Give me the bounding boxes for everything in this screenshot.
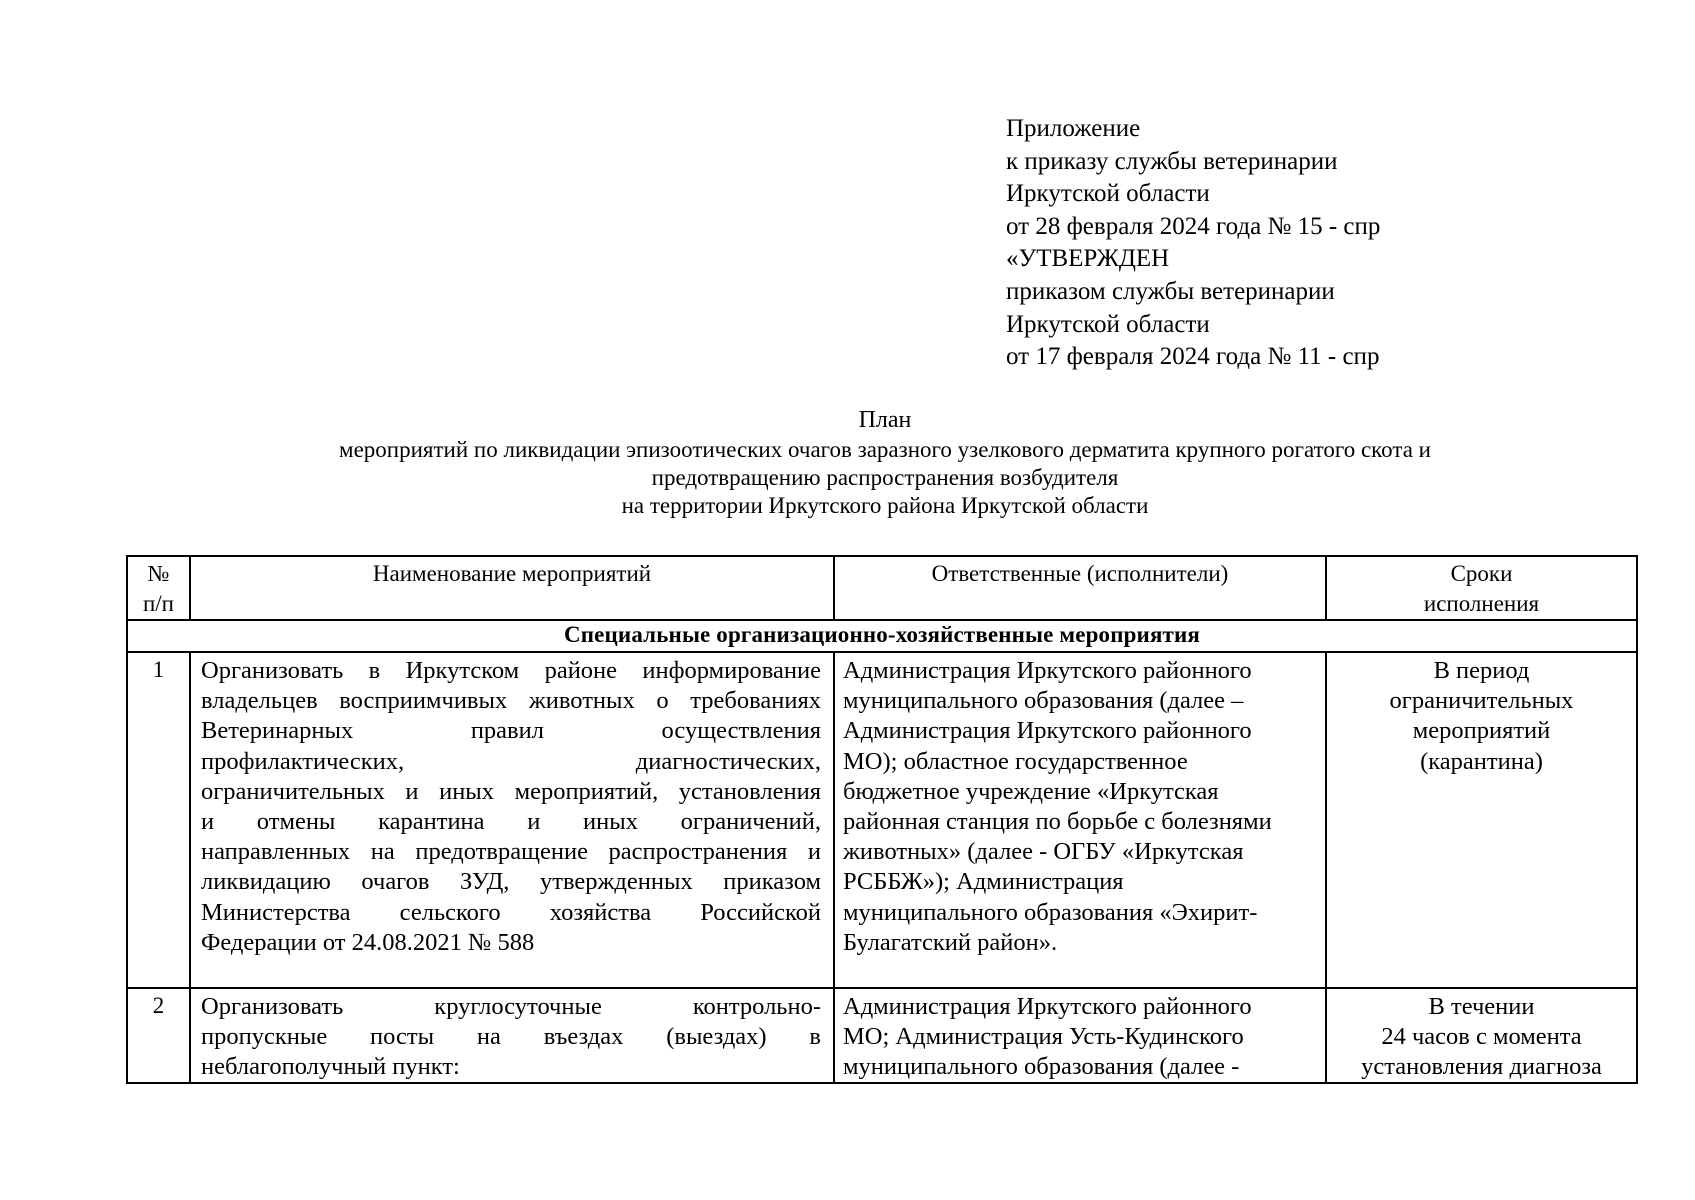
row-name-line: Организовать в Иркутском районе информирование xyxy=(201,657,821,684)
row-responsible-line: районная станция по борьбе с болезнями xyxy=(843,808,1272,836)
row-name-line: и отмены карантина и иных ограничений, xyxy=(201,808,821,836)
row-responsible-line: РСББЖ»); Администрация xyxy=(843,868,1124,896)
row-responsible-line: муниципального образования (далее – xyxy=(843,687,1244,715)
appendix-line: «УТВЕРЖДЕН xyxy=(1006,245,1170,273)
row-name-line: неблагополучный пункт: xyxy=(201,1053,460,1080)
row-name-line: Министерства сельского хозяйства Российской xyxy=(201,898,821,926)
row-name-line: направленных на предотвращение распространения и xyxy=(201,838,821,866)
row-responsible-line: Администрация Иркутского районного xyxy=(843,993,1252,1020)
row-num: 1 xyxy=(127,652,190,988)
section-title: Специальные организационно-хозяйственные мероприятия xyxy=(127,620,1637,652)
row-term-line: В период xyxy=(1433,657,1530,684)
row-term-line: ограничительных xyxy=(1389,687,1574,715)
row-responsible-line: Булагатский район». xyxy=(843,928,1058,956)
row-responsible-line: муниципального образования «Эхирит- xyxy=(843,898,1258,926)
row-name xyxy=(190,988,834,1083)
row-responsible-line: муниципального образования (далее - xyxy=(843,1053,1240,1080)
row-name-line: профилактических, диагностических, xyxy=(201,747,821,775)
row-term-line: (карантина) xyxy=(1420,747,1543,775)
header-responsible-label: Ответственные (исполнители) xyxy=(931,561,1229,586)
row-responsible-line: МО; Администрация Усть-Кудинского xyxy=(843,1023,1244,1051)
section-row xyxy=(127,620,1637,652)
row-responsible-line: Администрация Иркутского районного xyxy=(843,717,1252,745)
header-num xyxy=(127,556,190,620)
row-term-line: В течении xyxy=(1428,993,1535,1020)
appendix-line: Иркутской области xyxy=(1006,310,1210,338)
row-responsible xyxy=(834,652,1326,988)
row-name-line: Федерации от 24.08.2021 № 588 xyxy=(201,928,535,956)
plan-table xyxy=(126,555,1638,1084)
table-row xyxy=(127,652,1637,988)
row-term-line: установления диагноза xyxy=(1361,1053,1602,1080)
row-name-line: пропускные посты на въездах (выездах) в xyxy=(201,1023,821,1051)
appendix-line: Приложение xyxy=(1006,115,1141,142)
row-name-line: Ветеринарных правил осуществления xyxy=(201,717,821,745)
plan-title-line: мероприятий по ликвидации эпизоотических очагов заразного узелкового дерматита крупного рогатого скота и xyxy=(339,437,1431,462)
plan-title-line: предотвращению распространения возбудителя xyxy=(651,465,1119,490)
row-responsible-line: МО); областное государственное xyxy=(843,747,1188,775)
header-name-label: Наименование мероприятий xyxy=(372,561,652,586)
appendix-line: от 28 февраля 2024 года № 15 - спр xyxy=(1006,212,1381,240)
header-name xyxy=(190,556,834,620)
row-name-line: Организовать круглосуточные контрольно- xyxy=(201,993,821,1020)
row-responsible xyxy=(834,988,1326,1083)
appendix-line: к приказу службы ветеринарии xyxy=(1006,147,1338,175)
row-num: 2 xyxy=(127,988,190,1083)
plan-title-line: на территории Иркутского района Иркутской области xyxy=(621,493,1149,518)
header-term xyxy=(1326,556,1637,620)
appendix-line: приказом службы ветеринарии xyxy=(1006,277,1335,305)
row-term-line: мероприятий xyxy=(1412,717,1551,745)
appendix-block xyxy=(1006,113,1380,374)
row-name xyxy=(190,652,834,988)
row-responsible-line: Администрация Иркутского районного xyxy=(843,657,1252,684)
row-name-line: ликвидацию очагов ЗУД, утвержденных приказом xyxy=(201,868,821,896)
plan-title-word: План xyxy=(858,407,912,433)
row-name-line: владельцев восприимчивых животных о требованиях xyxy=(201,687,821,715)
header-responsible xyxy=(834,556,1326,620)
header-term-line: Сроки xyxy=(1450,561,1513,586)
row-term xyxy=(1326,988,1637,1083)
header-term-line: исполнения xyxy=(1423,591,1540,616)
row-responsible-line: бюджетное учреждение «Иркутская xyxy=(843,777,1219,805)
plan-title xyxy=(200,404,1570,520)
table-row xyxy=(127,988,1637,1083)
row-responsible-line: животных» (далее - ОГБУ «Иркутская xyxy=(843,838,1244,866)
header-num-line: № xyxy=(147,561,170,586)
row-term xyxy=(1326,652,1637,988)
appendix-line: от 17 февраля 2024 года № 11 - спр xyxy=(1006,343,1380,371)
appendix-line: Иркутской области xyxy=(1006,180,1210,208)
row-name-line: ограничительных и иных мероприятий, установления xyxy=(201,777,821,805)
row-term-line: 24 часов с момента xyxy=(1381,1023,1582,1051)
header-num-line: п/п xyxy=(142,591,174,616)
table-header-row xyxy=(127,556,1637,620)
